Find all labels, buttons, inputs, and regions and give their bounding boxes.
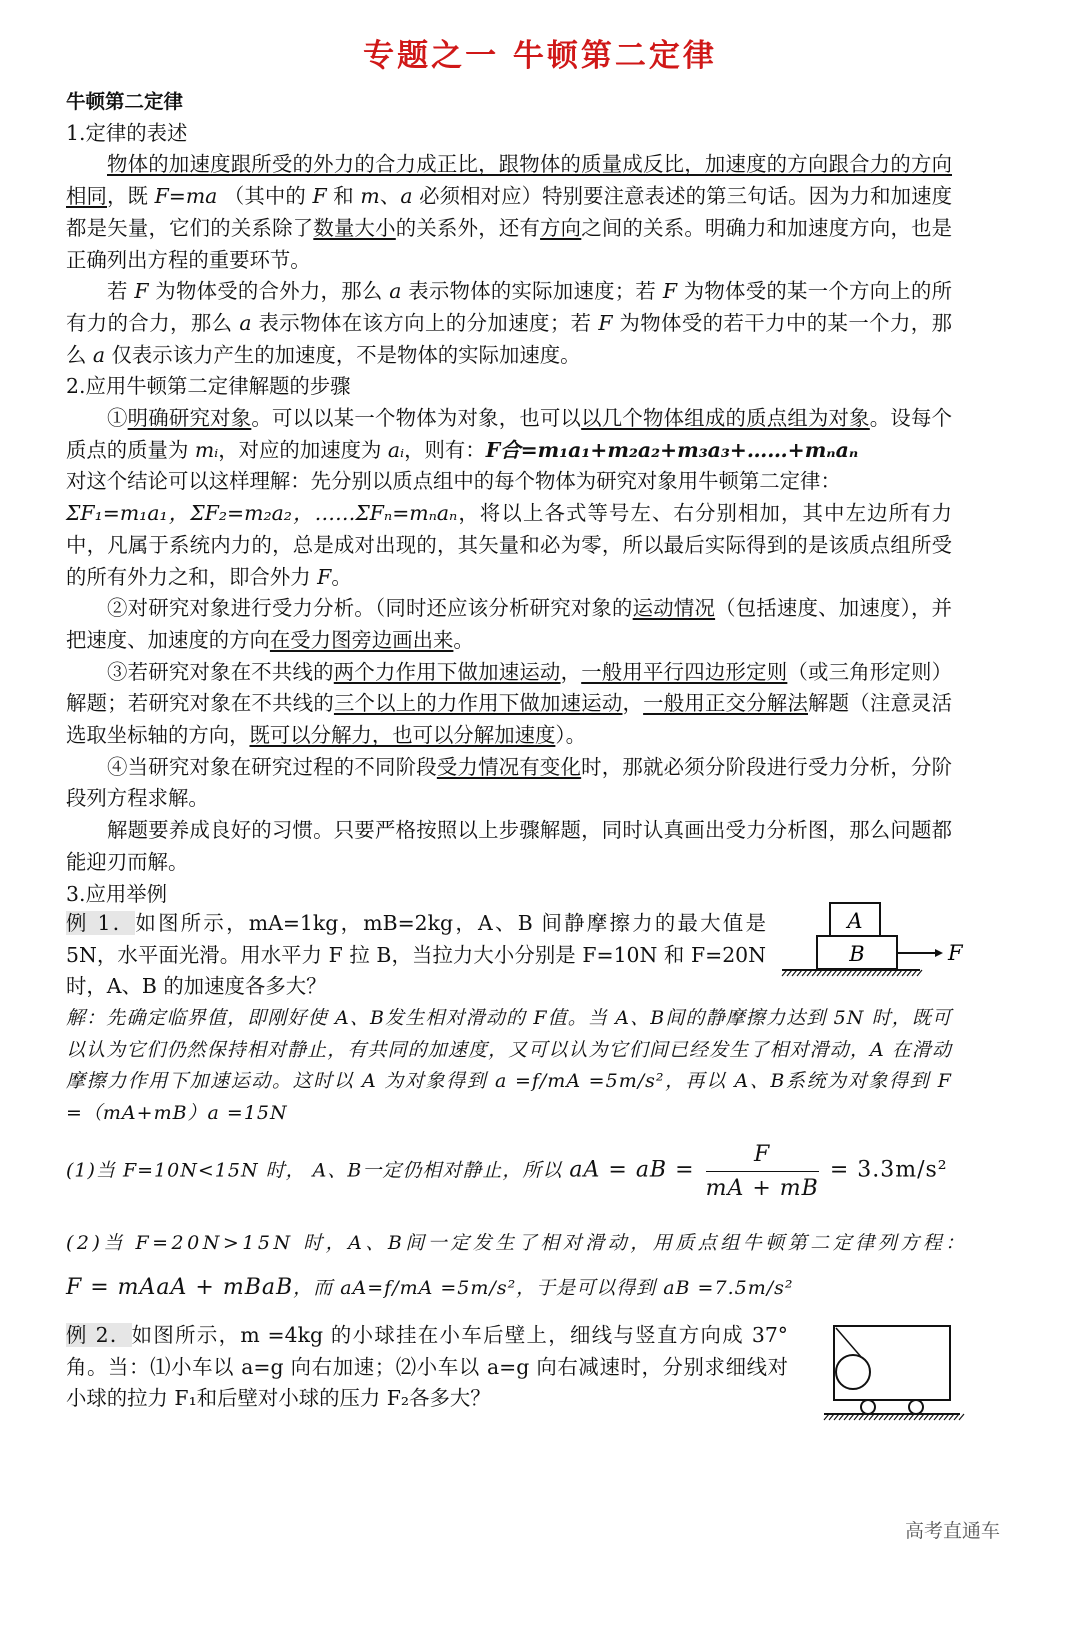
- text-segment: 。设每个质点的质量为: [66, 406, 953, 462]
- section-heading: [66, 86, 952, 118]
- text-segment: ）。: [555, 723, 586, 748]
- text-segment: （包括速度、加速度），并把速度、加速度的方向: [66, 596, 952, 652]
- text-segment: 1.定律的表述: [66, 120, 188, 145]
- wheel-icon: [909, 1400, 923, 1414]
- text-segment: 的关系外，还有: [395, 215, 541, 240]
- example-1: [66, 908, 766, 1003]
- underlined-text: 数量大小: [313, 215, 396, 240]
- underlined-text: 一般用正交分解法: [643, 691, 808, 716]
- text-segment: ΣF₁=m₁a₁，ΣF₂=m₂a₂，……ΣFₙ=mₙaₙ: [66, 501, 458, 526]
- text-segment: ，既: [107, 184, 155, 209]
- wheel-icon: [861, 1400, 875, 1414]
- paragraph: [66, 498, 952, 593]
- underlined-text: 既可以分解力，也可以分解加速度: [249, 723, 556, 748]
- text-segment: 。可以以某一个物体为对象，也可以: [251, 406, 582, 431]
- blocks-figure: [780, 898, 970, 983]
- underlined-text: 两个力作用下做加速运动: [333, 659, 561, 684]
- watermark: 高考直通车: [904, 1520, 1000, 1542]
- paragraph: [66, 403, 952, 466]
- text-segment: ，则有：: [404, 437, 486, 462]
- text-segment: mᵢ: [194, 437, 219, 462]
- text-segment: 必须相对应）特别要注意表述的第三句话。因为力和加速度都是矢量，它们的关系除了: [66, 184, 953, 240]
- underlined-text: 三个以上的力作用下做加速运动: [333, 691, 623, 716]
- text-segment: 仅表示该力产生的加速度，不是物体的实际加速度。: [105, 342, 581, 367]
- paragraph: [66, 466, 952, 498]
- underlined-text: 在受力图旁边画出来: [269, 627, 454, 652]
- main-text: [66, 86, 952, 910]
- fraction-denominator: mA + mB: [705, 1176, 819, 1201]
- text-segment: 和: [326, 184, 361, 209]
- paragraph: [66, 118, 952, 150]
- text-segment: 2.应用牛顿第二定律解题的步骤: [66, 374, 351, 399]
- text-segment: （其中的: [217, 184, 313, 209]
- paragraph: [66, 593, 952, 656]
- paragraph: [66, 276, 952, 371]
- text-segment: ③若研究对象在不共线的: [107, 659, 334, 684]
- text-segment: 若: [107, 279, 135, 304]
- text-segment: 解题（注意灵活选取坐标轴的方向，: [66, 691, 953, 748]
- text-segment: F=ma: [154, 184, 218, 209]
- text-segment: a: [239, 310, 252, 335]
- text-segment: ②对研究对象进行受力分析。（同时还应该分析研究对象的: [107, 596, 633, 621]
- case-1: [66, 1142, 948, 1201]
- cart-figure: [820, 1318, 970, 1428]
- case-1-lhs: aA = aB =: [569, 1157, 695, 1183]
- underlined-text: 方向: [540, 215, 582, 240]
- text-segment: aᵢ: [387, 437, 405, 462]
- case-2-eq: F = mAaA + mBaB: [66, 1275, 294, 1300]
- underlined-text: 受力情况有变化: [436, 754, 582, 779]
- example-2-text: 如图所示，m =4kg 的小球挂在小车后壁上，细线与竖直方向成 37° 角。当：⑴小车以 a=g 向右加速；⑵小车以 a=g 向右减速时，分别求细线对小球的拉力 F₁和后壁对小球的压力 F₂各多大？: [66, 1323, 788, 1411]
- paragraph: [66, 815, 952, 878]
- underlined-text: 物体的加速度跟所受的外力的合力成正比，跟物体的质量成反比，加速度的方向跟合力的方向相同: [66, 152, 952, 209]
- text-segment: 为物体受的合外力，那么: [148, 279, 390, 304]
- paragraph: [66, 657, 952, 752]
- text-segment: F: [662, 279, 677, 304]
- paragraph: [66, 752, 952, 815]
- case-2-equation: [66, 1273, 793, 1300]
- paragraph: [66, 371, 952, 403]
- text-segment: 3.应用举例: [66, 881, 168, 906]
- text-segment: 为物体受的若干力中的某一个力，那么: [66, 310, 952, 367]
- text-segment: ，: [560, 659, 582, 684]
- case-1-result: = 3.3m/s²: [829, 1157, 948, 1183]
- text-segment: ④当研究对象在研究过程的不同阶段: [107, 754, 437, 779]
- block-b-label: B: [849, 942, 865, 966]
- text-segment: 表示物体的实际加速度；若: [401, 279, 663, 304]
- block-a-label: A: [847, 909, 863, 933]
- text-segment: m: [360, 184, 380, 209]
- example-1-text: 如图所示，mA=1kg，mB=2kg，A、B 间静摩擦力的最大值是 5N，水平面光滑。用水平力 F 拉 B，当拉力大小分别是 F=10N 和 F=20N 时，A、B 的加速度各多大？: [66, 911, 766, 999]
- example-2: [66, 1320, 788, 1415]
- text-segment: a: [400, 184, 413, 209]
- ball: [836, 1355, 870, 1389]
- text-segment: （或三角形定则）解题；若研究对象在不共线的: [66, 659, 953, 716]
- case-2-rest: ，而 aA=f/mA =5m/s²，于是可以得到 aB =7.5m/s²: [293, 1277, 794, 1299]
- document-title: 专题之一 牛顿第二定律: [363, 38, 717, 74]
- text-segment: 。: [331, 564, 352, 589]
- text-segment: a: [92, 342, 106, 367]
- case-1-text: (1)当 F=10N<15N 时， A、B一定仍相对静止，所以: [66, 1159, 563, 1182]
- text-segment: 之间的关系。明确力和加速度方向，也是正确列出方程的重要环节。: [66, 215, 953, 272]
- example-1-label: 例 1．: [66, 911, 136, 935]
- text-segment: F: [598, 310, 613, 335]
- underlined-text: 运动情况: [632, 596, 716, 621]
- example-1-solution: 解：先确定临界值，即刚好使 A、B发生相对滑动的 F值。当 A、B间的静摩擦力达到 5N 时，既可以认为它们仍然保持相对静止，有共同的加速度，又可以认为它们间已经发生了相对滑动，A 在滑动摩擦力作用下加速运动。这时以 A 为对象得到 a =f/mA =5m/s²，再以 A、B系统为对象得到 F =（mA+mB）a =15N: [66, 1007, 952, 1124]
- text-segment: 表示物体在该方向上的分加速度；若: [251, 310, 599, 335]
- text-segment: 为物体受的某一个方向上的所有力的合力，那么: [66, 279, 952, 335]
- text-segment: F: [134, 279, 149, 304]
- text-segment: a: [389, 279, 402, 304]
- text-segment: ①: [107, 406, 128, 431]
- text-segment: ，: [622, 691, 644, 716]
- paragraph: [66, 149, 952, 276]
- text-segment: ，对应的加速度为: [218, 437, 388, 462]
- text-segment: 时，那就必须分阶段进行受力分析，分阶段列方程求解。: [66, 754, 953, 811]
- text-segment: ，将以上各式等号左、右分别相加，其中左边所有力中，凡属于系统内力的，总是成对出现的，其矢量和必为零，所以最后实际得到的是该质点组所受的所有外力之和，即合外力: [66, 501, 952, 589]
- text-segment: 。: [453, 627, 474, 652]
- underlined-text: 明确研究对象: [127, 406, 252, 431]
- force-label: F: [948, 941, 963, 965]
- case-2-text: (2)当 F=20N>15N 时，A、B间一定发生了相对滑动，用质点组牛顿第二定律列方程：: [66, 1232, 968, 1254]
- text-segment: F: [312, 184, 327, 209]
- text-segment: 对这个结论可以这样理解：先分别以质点组中的每个物体为研究对象用牛顿第二定律：: [66, 469, 841, 494]
- underlined-text: 以几个物体组成的质点组为对象: [581, 406, 870, 431]
- text-segment: 、: [379, 184, 401, 209]
- example-2-label: 例 2．: [66, 1323, 132, 1347]
- text-segment: F合=m₁a₁+m₂a₂+m₃a₃+……+mₙaₙ: [485, 437, 859, 462]
- underlined-text: 一般用平行四边形定则: [581, 659, 788, 684]
- fraction-numerator: F: [706, 1142, 819, 1172]
- arrow-head-icon: [935, 949, 943, 957]
- text-segment: 牛顿第二定律: [66, 90, 184, 113]
- fraction: [706, 1142, 819, 1201]
- text-segment: F: [317, 564, 332, 589]
- text-segment: 解题要养成良好的习惯。只要严格按照以上步骤解题，同时认真画出受力分析图，那么问题都能迎刃而解。: [66, 818, 952, 874]
